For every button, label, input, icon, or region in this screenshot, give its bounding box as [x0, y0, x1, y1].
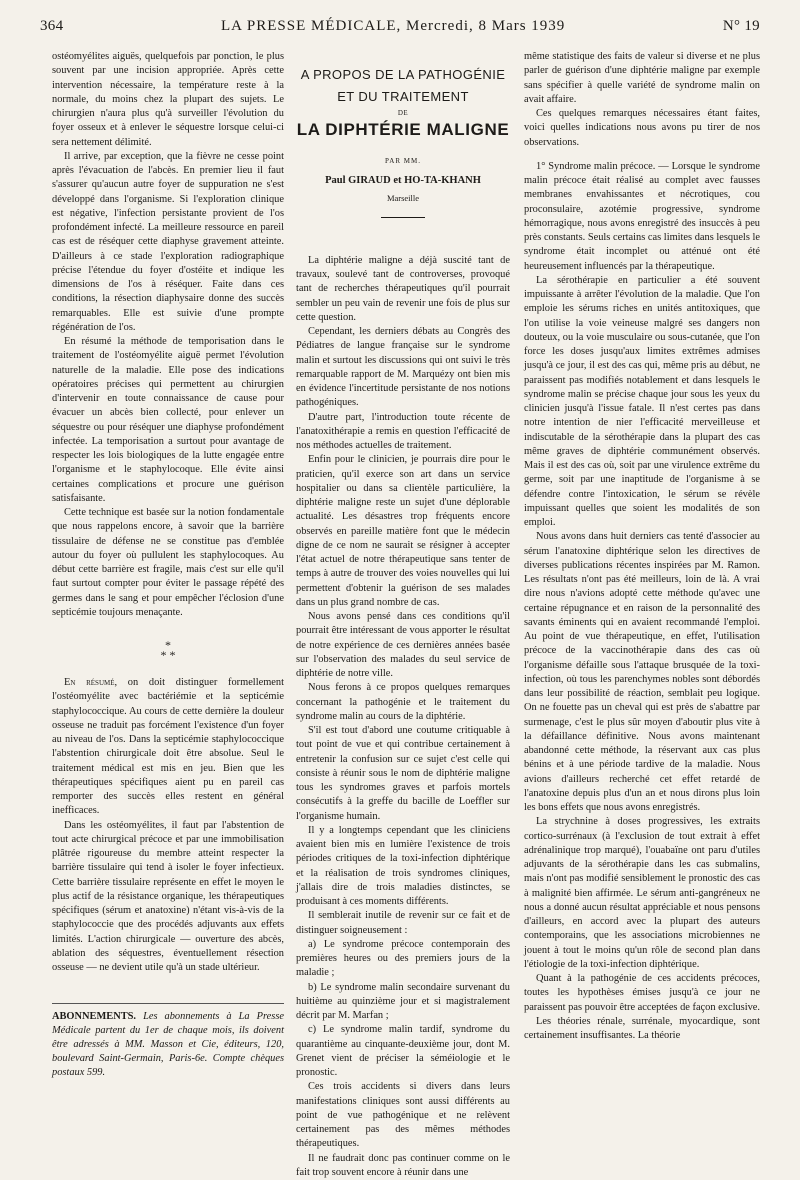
subscription-label: ABONNEMENTS.	[52, 1011, 136, 1022]
paragraph: 1° Syndrome malin précoce. — Lorsque le syndrome malin précoce était réalisé au complet avec fausses membranes envahissantes et nécrotiques, cou proconsulaire, azotémie progressive, syndrome hémorragique, nous avons enregistré des insuccès à peu près constants. Seuls certains cas limites dans lesquels le syndrome était incomplet ou atténué ont été heureusement influencés par la thérapeutique.	[524, 160, 760, 274]
left-column	[52, 50, 284, 995]
list-item: c) Le syndrome malin tardif, syndrome du quarantième au cinquante-deuxième jour, dont M. Grenet vient de préciser la séméiologie et le pronostic.	[296, 1023, 510, 1080]
paragraph: Nous ferons à ce propos quelques remarques concernant la pathogénie et le traitement du syndrome malin au cours de la diphtérie.	[296, 681, 510, 724]
divider	[52, 1003, 284, 1004]
paragraph: Il y a longtemps cependant que les cliniciens avaient bien mis en lumière l'existence de trois périodes critiques de la toxi-infection diphtérique et la réalisation de trois syndromes cliniques, j'allais dire de trois maladies distinctes, se produisant à ces moments différents.	[296, 824, 510, 910]
paragraph: Ces quelques remarques nécessaires étant faites, voici quelles indications nous avons pu tirer de nos observations.	[524, 107, 760, 150]
paragraph: Ces trois accidents si divers dans leurs manifestations cliniques sont aussi différents au point de vue pathogénique et ne relèvent certainement pas des mêmes méthodes thérapeutiques.	[296, 1080, 510, 1151]
paragraph: Il ne faudrait donc pas continuer comme on le fait trop souvent encore à réunir dans une	[296, 1152, 510, 1180]
list-item: b) Le syndrome malin secondaire survenant du huitième au quinzième jour et si magistralement décrit par M. Marfan ;	[296, 981, 510, 1024]
paragraph: La diphtérie maligne a déjà suscité tant de travaux, soulevé tant de controverses, provoqué tant de recherches thérapeutiques qu'il pourrait sembler un peu vain de revenir une fois de plus sur cette question.	[296, 254, 510, 325]
paragraph: Il arrive, par exception, que la fièvre ne cesse point après l'évacuation de l'abcès. En premier lieu il faut s'assurer qu'aucun autre foyer de suppuration ne s'est développé dans l'organisme. Si l'exploration clinique est négative, l'infection persistante provient de l'os profondément infecté. La meilleure ressource en pareil cas est de réséquer cette diaphyse gravement atteinte. D'ailleurs à ce stade l'exploration radiographique précise l'étendue du foyer d'ostéite et indique les dimensions de l'os à réséquer. Faite dans ces conditions, la résection diaphysaire donne des succès remarquables. Elle est suivie d'une prompte régénération de l'os.	[52, 150, 284, 335]
subscription-text: Les abonnements à La Presse Médicale partent du 1er de chaque mois, ils doivent être adressés à MM. Masson et Cie, éditeurs, 120, boulevard Saint-Germain, Paris-6e. Compte chèques postaux 599.	[52, 1011, 284, 1078]
page-number: 364	[40, 18, 63, 35]
paragraph: Enfin pour le clinicien, je pourrais dire pour le praticien, qu'il exerce son art dans un service hospitalier ou dans sa clientèle particulière, la diphtérie maligne reste un sujet d'une déplorable actualité. Les désastres trop fréquents encore observés en pareille matière font que le médecin digne de ce nom ne saurait se résigner à accepter l'état actuel de notre thérapeutique sans tenter de temps à autre de trouver des voies nouvelles qui lui permettent d'obtenir la guérison de ses malades dans un plus grand nombre de cas.	[296, 453, 510, 610]
list-item: a) Le syndrome précoce contemporain des premières heures ou des premiers jours de la maladie ;	[296, 938, 510, 981]
paragraph: Les théories rénale, surrénale, myocardique, sont certainement insuffisantes. La théorie	[524, 1015, 760, 1044]
author-city: Marseille	[296, 191, 510, 205]
paragraph: La sérothérapie en particulier a été souvent impuissante à arrêter l'évolution de la maladie. Que l'on emploie les sérums riches en unités antitoxiques, que l'on utilise la voie veineuse malgré ses dangers non douteux, ou la voie musculaire ou sous-cutanée, que l'on force les doses jusqu'aux limites extrêmes admises jusqu'à ce jour, il est des cas qui, même pris au début, ne paraissent pas modifiés notablement et dans lesquels le syndrome malin se précise chaque jour sous les yeux du clinicien jusqu'à l'issue fatale. Il n'est certes pas dans notre intention de nier l'efficacité merveilleuse et indiscutable de la sérothérapie dans la plupart des cas même graves de diphtérie communément observés. Mais il est des cas où, soit par une virulence extrême du germe, soit par une inaptitude de l'organisme à se défendre contre l'intoxication, le sérum se révèle impuissant quelles que soient les modalités de son emploi.	[524, 274, 760, 531]
title-line-2: ET DU TRAITEMENT	[296, 86, 510, 108]
paragraph: Nous avons dans huit derniers cas tenté d'associer au sérum l'anatoxine diphtérique selon les directives de diverses publications récentes inspirées par M. Ramon. Les résultats n'ont pas été meilleurs, loin de là. A vrai dire nous n'avions adopté cette méthode qu'avec une certaine répugnance et en raison de la personnalité des savants éminents qui en avaient recommandé l'emploi. Au point de vue thérapeutique, en effet, l'utilisation précoce de la vaccinothérapie dans des cas où l'organisme défaille sous l'attaque brusquée de la toxi-infection, où tous les parenchymes nobles sont débordés dans leur possibilité de réaction, semblait peu logique. On ne fouette pas un cheval qui est près de s'abattre par surmenage, c'est le plus sûr moyen d'aboutir plus vite à la défaillance définitive. Nous avons maintenant abandonné cette méthode, la réservant aux cas plus bénins et à une période tardive de la maladie. Nous avions d'ailleurs recherché cet effet retardé de l'anatoxine depuis plus d'un an et nous dirons plus loin les bons effets que nous avons enregistrés.	[524, 530, 760, 815]
middle-column	[296, 50, 510, 1060]
paragraph: Il semblerait inutile de revenir sur ce fait et de distinguer soigneusement :	[296, 909, 510, 938]
title-de: DE	[296, 108, 510, 118]
paragraph: Cependant, les derniers débats au Congrès des Pédiatres de langue française sur le syndrome malin et surtout les discussions qui ont suivi le très remarquable rapport de M. Marquézy ont bien mis en évidence l'incertitude persistante de nos notions pathogéniques.	[296, 325, 510, 411]
section-separator: * * *	[52, 640, 284, 660]
paragraph: même statistique des faits de valeur si diverse et ne plus parler de guérison d'une diphtérie maligne par exemple sans spécifier à quelle variété de syndrome malin on avait affaire.	[524, 50, 760, 107]
authors: Paul GIRAUD et HO-TA-KHANH	[296, 174, 510, 188]
paragraph: En résumé la méthode de temporisation dans le traitement de l'ostéomyélite aiguë permet l'évolution naturelle de la maladie. Elle pose des indications opératoires précises qui permettent au chirurgien d'intervenir en toute connaissance de cause pour évacuer un abcès bien collecté, pour enlever un séquestre ou pour réséquer une diaphyse profondément infectée. La temporisation a surtout pour avantage de respecter les lois biologiques de la lutte engagée entre l'organisme et le staphylocoque. Elle évite ainsi certaines complications et procure une guérison satisfaisante.	[52, 335, 284, 506]
paragraph: S'il est tout d'abord une coutume critiquable à tout point de vue et qui contribue certainement à entretenir la confusion sur ce sujet c'est celle qui consiste à réunir sous le nom de diphtérie maligne tous les syndromes graves et parfois mortels consécutifs à la greffe du bacille de Loeffler sur l'organisme humain.	[296, 724, 510, 824]
paragraph	[52, 676, 284, 819]
journal-title: LA PRESSE MÉDICALE, Mercredi, 8 Mars 1939	[221, 18, 565, 35]
summary-lead: En résumé,	[64, 677, 117, 688]
paragraph: Dans les ostéomyélites, il faut par l'abstention de tout acte chirurgical précoce et par une immobilisation plâtrée rigoureuse du membre atteint respecter la barrière tissulaire qui tend à isoler le foyer infectieux. Cette barrière tissulaire représente en effet le moyen le plus actif de la résistance organique, les thérapeutiques spécifiques (sérum et anatoxine) n'étant vis-à-vis de la staphylococcie que des procédés adjuvants aux effets limités. L'action chirurgicale — ouverture des abcès, ablation des séquestres, éventuellement résection osseuse — ne devient utile qu'à un stade ultérieur.	[52, 819, 284, 976]
issue-number: N° 19	[723, 18, 760, 35]
right-column	[524, 50, 760, 1060]
summary-text: on doit distinguer formellement l'ostéomyélite avec bactériémie et la septicémie staphylococcique. Au cours de cette dernière la douleur osseuse ne traduit pas forcément l'existence d'un foyer au niveau de l'os. Dans la septicémie staphylococcique l'abstention chirurgicale doit être absolue. Seul le traitement médical est mis en jeu. Bien que les thérapeutiques spécifiques aient pu en pareil cas remporter des succès elles restent en général inefficaces.	[52, 677, 284, 816]
byline-par: PAR MM.	[296, 154, 510, 168]
page-header	[40, 18, 760, 42]
title-rule	[381, 217, 425, 218]
paragraph: Nous avons pensé dans ces conditions qu'il pourrait être intéressant de vous apporter le résultat de notre expérience de ces dernières années basée sur l'observation des malades du seul service de diphtérie de notre ville.	[296, 610, 510, 681]
paragraph: Quant à la pathogénie de ces accidents précoces, toutes les hypothèses émises jusqu'à ce jour ne paraissent pas pouvoir être acceptées de façon exclusive.	[524, 972, 760, 1015]
paragraph: La strychnine à doses progressives, les extraits cortico-surrénaux (à l'exclusion de tout extrait à effet adrénalinique trop marqué), l'ouabaïne ont paru d'utiles adjuvants de la sérothérapie dans les cas submalins, mais n'ont pas modifié sensiblement le pronostic des cas à malignité bien affirmée. Le sérum anti-gangréneux ne nous a donné aucun résultat appréciable et nous pensons d'ailleurs, en accord avec la plupart des auteurs contemporains, que les associations microbiennes ne jouent à tout le moins qu'un rôle de second plan dans l'étiologie de la toxi-infection diphtérique.	[524, 815, 760, 972]
paragraph: ostéomyélites aiguës, quelquefois par ponction, le plus souvent par une incision appropriée. Après cette intervention nécessaire, la température reste à la normale, du moins chez la plupart des sujets. Le chirurgien n'aura plus qu'à surveiller l'évolution du foyer osseux et à enlever le séquestre lorsque celui-ci sera nettement délimité.	[52, 50, 284, 150]
title-line-1: A PROPOS DE LA PATHOGÉNIE	[296, 64, 510, 86]
paragraph: D'autre part, l'introduction toute récente de l'anatoxithérapie a remis en question l'efficacité de nos méthodes actuelles de traitement.	[296, 411, 510, 454]
paragraph: Cette technique est basée sur la notion fondamentale que nous rappelons encore, à savoir que la barrière tissulaire de défense ne se constitue pas d'emblée autour du foyer où pullulent les staphylocoques. Au début cette barrière est fragile, mais c'est sur elle qu'il faut surtout compter pour éviter le passage répété des germes dans le sang et pour empêcher l'éclosion d'une septicémie toujours menaçante.	[52, 506, 284, 620]
article-title: LA DIPHTÉRIE MALIGNE	[296, 118, 510, 142]
article-title-block	[296, 64, 510, 218]
subscription-notice	[52, 1010, 284, 1080]
